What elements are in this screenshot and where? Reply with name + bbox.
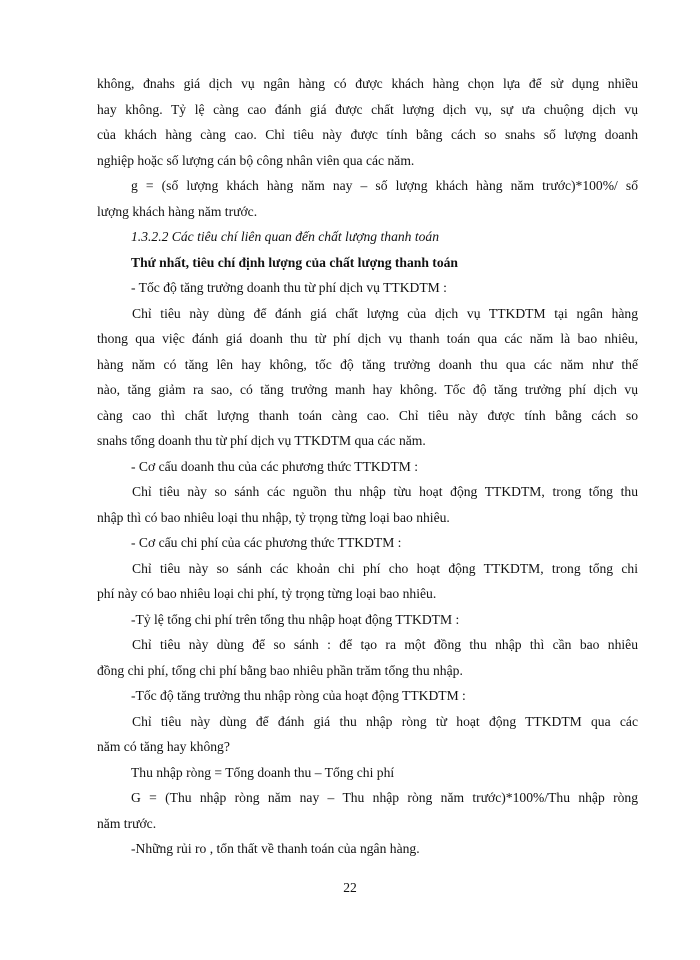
text-line: năm có tăng hay không? (97, 739, 230, 754)
text-line: Chỉ tiêu này dùng để so sánh : để tạo ra một đồng thu nhập thì cần bao nhiêu (132, 637, 638, 652)
text-line: càng cao thì chất lượng thanh toán càng cao. Chỉ tiêu này được tính bằng cách so (97, 407, 638, 423)
bullet-item: -Tỷ lệ tổng chi phí trên tổng thu nhập hoạt động TTKDTM : (131, 611, 460, 627)
text-line: Chỉ tiêu này dùng để đánh giá chất lượng của dịch vụ TTKDTM tại ngân hàng (132, 305, 638, 321)
bullet-item: - Cơ cấu chi phí của các phương thức TTKDTM : (131, 535, 402, 550)
text-line: nào, tăng giảm ra sao, có tăng trưởng manh hay không. Tốc độ tăng trưởng phí dịch vụ (97, 382, 638, 397)
text-line: thong qua việc đánh giá doanh thu từ phí dịch vụ thanh toán qua các năm là bao nhiêu, (97, 331, 638, 346)
text-line: snahs tổng doanh thu từ phí dịch vụ TTKDTM qua các năm. (97, 433, 426, 448)
text-line: của khách hàng càng cao. Chỉ tiêu này được tính bằng cách so snahs số lượng doanh (97, 127, 638, 142)
text-line: nghiệp hoặc số lượng cán bộ công nhân viên qua các năm. (97, 152, 415, 168)
text-line: Chỉ tiêu này so sánh các nguồn thu nhập từu hoạt động TTKDTM, trong tổng thu (132, 484, 638, 499)
bullet-item: -Những rủi ro , tổn thất về thanh toán của ngân hàng. (131, 841, 420, 856)
text-line: nhập thì có bao nhiêu loại thu nhập, tỷ trọng từng loại bao nhiêu. (97, 509, 450, 525)
text-line: không, đnahs giá dịch vụ ngân hàng có được khách hàng chọn lựa để sử dụng nhiều (97, 76, 638, 91)
formula-line: G = (Thu nhập ròng năm nay – Thu nhập ròng năm trước)*100%/Thu nhập ròng (131, 790, 638, 805)
formula-line: Thu nhập ròng = Tổng doanh thu – Tổng chi phí (131, 764, 395, 780)
section-heading: 1.3.2.2 Các tiêu chí liên quan đến chất lượng thanh toán (131, 229, 440, 244)
subsection-heading: Thứ nhất, tiêu chí định lượng của chất lượng thanh toán (131, 254, 458, 270)
page-number: 22 (343, 880, 357, 895)
text-line: đồng chi phí, tổng chi phí bằng bao nhiêu phần trăm tổng thu nhập. (97, 662, 463, 678)
formula-line: g = (số lượng khách hàng năm nay – số lượng khách hàng năm trước)*100%/ số (131, 178, 638, 193)
text-line: Chỉ tiêu này dùng để đánh giá thu nhập ròng từ hoạt động TTKDTM qua các (132, 713, 638, 729)
text-line: phí này có bao nhiêu loại chi phí, tỷ trọng từng loại bao nhiêu. (97, 586, 437, 601)
bullet-item: - Tốc độ tăng trưởng doanh thu từ phí dịch vụ TTKDTM : (131, 280, 447, 295)
text-line: lượng khách hàng năm trước. (97, 203, 258, 219)
bullet-item: -Tốc độ tăng trưởng thu nhập ròng của hoạt động TTKDTM : (131, 688, 466, 703)
text-line: Chỉ tiêu này so sánh các khoản chi phí cho hoạt động TTKDTM, trong tổng chi (132, 560, 638, 576)
text-line: hay không. Tỷ lệ càng cao đánh giá được chất lượng dịch vụ, sự ưa chuộng dịch vụ (97, 101, 638, 117)
text-line: năm trước. (97, 815, 157, 831)
text-line: hàng năm có tăng lên hay không, tốc độ tăng trưởng doanh thu qua các năm như thế (97, 356, 638, 372)
bullet-item: - Cơ cấu doanh thu của các phương thức TTKDTM : (131, 458, 419, 474)
